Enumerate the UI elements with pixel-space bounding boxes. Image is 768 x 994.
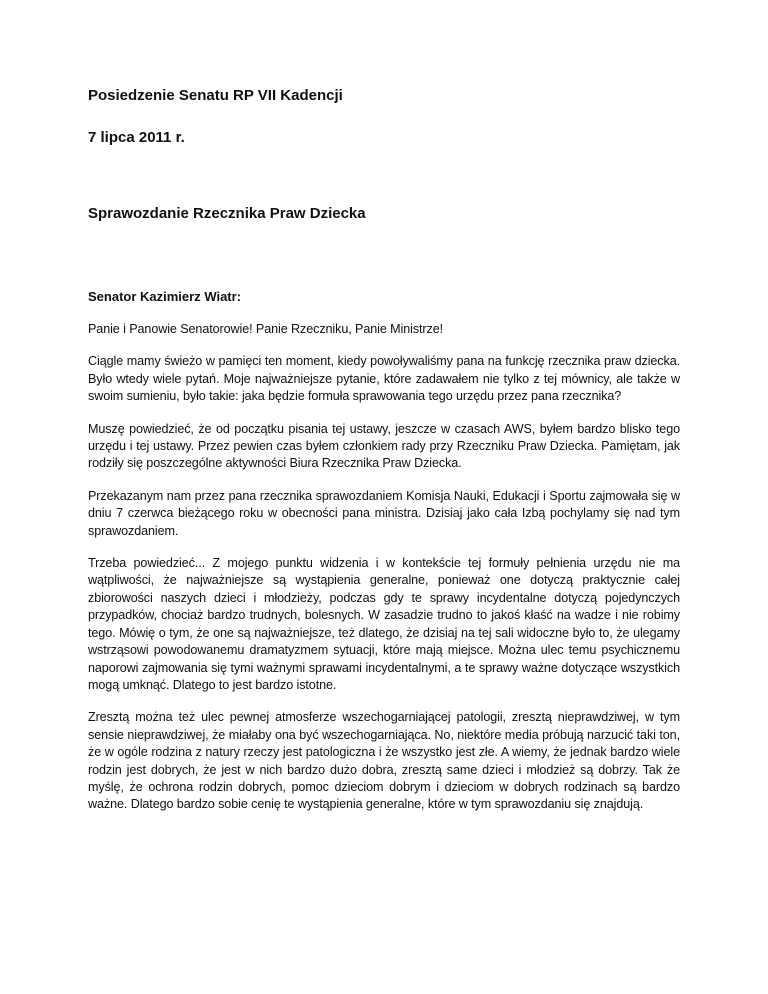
document-subtitle: Sprawozdanie Rzecznika Praw Dziecka	[88, 205, 366, 222]
paragraph-4: Przekazanym nam przez pana rzecznika sprawozdaniem Komisja Nauki, Edukacji i Sportu zajmowała się w dniu 7 czerwca bieżącego roku w obecności pana ministra. Dzisiaj jako cała Izbą pochylamy się nad tym sprawozdaniem.	[88, 488, 680, 538]
paragraph-2: Ciągle mamy świeżo w pamięci ten moment, kiedy powoływaliśmy pana na funkcję rzecznika praw dziecka. Było wtedy wiele pytań. Moje najważniejsze pytanie, które zadawałem nie tylko z tej mównicy, ale także w swoim sumieniu, było takie: jaka będzie formuła sprawowania tego urzędu przez pana rzecznika?	[88, 354, 680, 404]
paragraph-5: Trzeba powiedzieć... Z mojego punktu widzenia i w kontekście tej formuły pełnienia urzędu nie ma wątpliwości, że najważniejsze są wystąpienia generalne, ponieważ one dotyczą praktycznie całej zbiorowości naszych dzieci i młodzieży, podczas gdy te sprawy incydentalne dotyczą pojedynczych przypadków, chociaż bardzo trudnych, bolesnych. W zasadzie trudno to jakoś kłaść na wadze i nie robimy tego. Mówię o tym, że one są najważniejsze, też dlatego, że dzisiaj na tej sali widoczne było to, że ulegamy wstrząsowi powodowanemu dramatyzmem sytuacji, które mają miejsce. Można ulec temu psychicznemu naporowi zajmowania się tymi ważnymi sprawami incydentalnymi, a te sprawy ważne dotyczące wszystkich mogą umknąć. Dlatego to jest bardzo istotne.	[88, 556, 680, 692]
document-page	[88, 86, 680, 814]
speaker-name: Senator Kazimierz Wiatr:	[88, 289, 242, 304]
paragraph-6: Zresztą można też ulec pewnej atmosferze wszechogarniającej patologii, zresztą nieprawdziwej, w tym sensie nieprawdziwej, że miałaby ona być wszechogarniająca. No, niektóre media próbują narzucić taki ton, że w ogóle rodzina z natury rzeczy jest patologiczna i że wszystko jest złe. A wiemy, że jednak bardzo wiele rodzin jest dobrych, że jest w nich bardzo dużo dobra, zresztą same dzieci i młodzież są dobrzy. Tak że myślę, że ochrona rodzin dobrych, pomoc dzieciom dobrym i dzieciom w dobrych rodzinach są bardzo ważne. Dlatego bardzo sobie cenię te wystąpienia generalne, które w tym sprawozdaniu się znajdują.	[88, 710, 680, 812]
paragraph-3: Muszę powiedzieć, że od początku pisania tej ustawy, jeszcze w czasach AWS, byłem bardzo blisko tego urzędu i tej ustawy. Przez pewien czas byłem członkiem rady przy Rzeczniku Praw Dziecka. Pamiętam, jak rodziły się poszczególne aktywności Biura Rzecznika Praw Dziecka.	[88, 421, 680, 471]
document-title: Posiedzenie Senatu RP VII Kadencji	[88, 87, 343, 104]
paragraph-1: Panie i Panowie Senatorowie! Panie Rzeczniku, Panie Ministrze!	[88, 322, 444, 336]
document-date: 7 lipca 2011 r.	[88, 129, 185, 146]
